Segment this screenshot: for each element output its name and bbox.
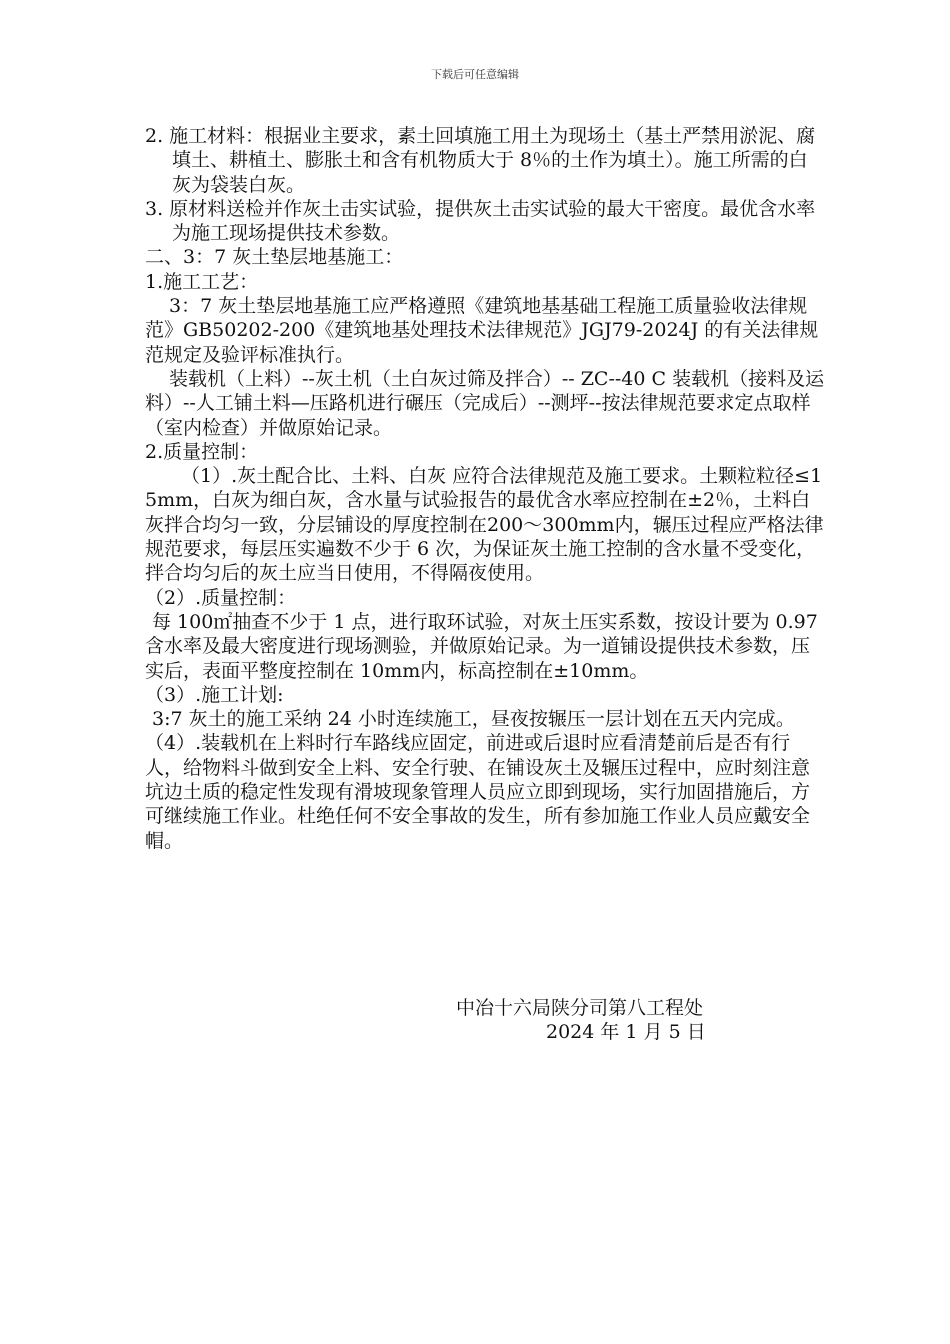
paragraph-plan: 3:7 灰土的施工采纳 24 小时连续施工，昼夜按辗压一层计划在五天内完成。 <box>152 708 795 731</box>
signature-date: 2024 年 1 月 5 日 <box>546 1021 706 1044</box>
header-note: 下载后可任意编辑 <box>431 68 519 81</box>
paragraph-workflow: 装载机（上料）--灰土机（土白灰过筛及拌合）-- ZC--40 C 装载机（接料及运料）--人工铺土料—压路机进行碾压（完成后）--测坪--按法律规范要求定点取样（室内检查）并做原始记录。 <box>145 367 825 439</box>
paragraph-quality-1: （1）.灰土配合比、土料、白灰 应符合法律规范及施工要求。土颗粒粒径≤15mm，白灰为细白灰，含水量与试验报告的最优含水率应控制在±2％，土料白灰拌合均匀一致，分层铺设的厚度控制在200～300mm内，辗压过程应严格法律规范要求，每层压实遍数不少于 6 次，为保证灰土施工控制的含水量不受变化，拌合均匀后的灰土应当日使用，不得隔夜使用。 <box>145 465 824 585</box>
paragraph-materials: 2. 施工材料：根据业主要求，素土回填施工用土为现场土（基土严禁用淤泥、腐填土、耕植土、膨胀土和含有机物质大于 8％的土作为填土）。施工所需的白灰为袋装白灰。 <box>145 125 816 196</box>
section-heading: 二、3：7 灰土垫层地基施工： <box>145 246 404 269</box>
subheading-quality-2: （2）.质量控制： <box>145 586 297 609</box>
signature-block <box>456 996 706 1045</box>
signature-organization: 中冶十六局陕分司第八工程处 <box>456 997 704 1019</box>
subheading-quality: 2.质量控制： <box>145 440 259 463</box>
paragraph-safety: （4）.装载机在上料时行车路线应固定，前进或后退时应看清楚前后是否有行人，给物料斗做到安全上料、安全行驶、在铺设灰土及辗压过程中，应时刻注意坑边土质的稳定性发现有滑坡现象管理人员应立即到现场，实行加固措施后，方可继续施工作业。杜绝任何不安全事故的发生，所有参加施工作业人员应戴安全帽。 <box>145 732 811 852</box>
subheading-process: 1.施工工艺： <box>145 270 259 293</box>
document-body <box>145 124 825 853</box>
subheading-plan: （3）.施工计划: <box>145 683 284 706</box>
paragraph-testing: 3. 原材料送检并作灰土击实试验，提供灰土击实试验的最大干密度。最优含水率为施工现场提供技术参数。 <box>145 197 816 245</box>
paragraph-quality-2: 每 100㎡抽查不少于 1 点，进行取环试验，对灰土压实系数，按设计要为 0.97 含水率及最大密度进行现场测验，并做原始记录。为一道铺设提供技术参数，压实后，表面平整度控制在 10mm内，标高控制在±10mm。 <box>145 610 818 682</box>
paragraph-standards: 3：7 灰土垫层地基施工应严格遵照《建筑地基基础工程施工质量验收法律规范》GB50202-200《建筑地基处理技术法律规范》JGJ79-2024J 的有关法律规范规定及验评标准执行。 <box>145 295 819 366</box>
